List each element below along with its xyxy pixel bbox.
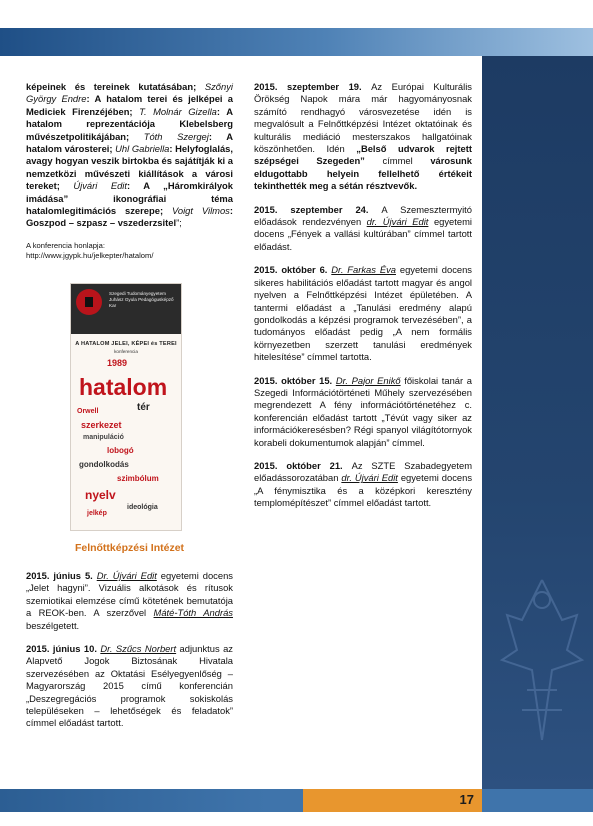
header-band xyxy=(0,28,593,56)
text-run: „Belső udvarok rejtett szépségei Szegeden” xyxy=(254,143,472,167)
text-run: egyetemi docens sikeres habilitációs előadást tartott magyar és angol nyelven a Felnőttképzési Intézet épületében. A tantermi előadást a „Tanulási eredmény alapú gondolkodás a képzési programok tervezésében”, a tudományos előadást pedig „A nem formális környezetben szerzett tanulási eredmények hitelesítése” címmel tartotta. xyxy=(254,264,472,363)
homepage-label: A konferencia honlapja: xyxy=(26,240,105,250)
text-run: ”; xyxy=(176,217,182,229)
text-run: képeinek és tereinek kutatásában; xyxy=(26,81,205,92)
text-run: adjunktus az Alapvető Jogok Biztosának Hivatala szervezésében az Oktatási Esélyegyenlőség – Magyarország 2015 című konferencián „Deszegregációs programok sokiskolás településeken – lehetőségek és feladatok” címmel előadást tartott. xyxy=(26,643,233,729)
text-run: 2015. október 6. xyxy=(254,264,332,276)
conference-poster xyxy=(70,283,182,531)
text-run: Újvári Edit xyxy=(73,180,127,192)
section-caption: Felnőttképzési Intézet xyxy=(74,542,185,554)
text-run: : xyxy=(208,130,227,142)
text-run: Dr. Farkas Éva xyxy=(331,264,396,276)
emblem-watermark-icon xyxy=(492,560,593,750)
poster-subtitle: konferencia xyxy=(114,349,138,354)
text-run: városunk eldugottabb helyein fellelhető értékeit tekinthették meg a sétán résztvevők. xyxy=(254,155,472,192)
text-run: Máté-Tóth András xyxy=(153,607,233,619)
text-run: : xyxy=(229,205,233,217)
text-run: : xyxy=(86,93,95,105)
text-run: A hatalom terei és jelképei a Mediciek Firenzéjében; xyxy=(26,93,233,117)
text-run: 2015. október 21. xyxy=(254,459,352,471)
text-run: A hatalom reprezentációja Klebelsberg művészetpolitikájában; xyxy=(26,105,233,142)
word-cloud-term: ideológia xyxy=(127,504,158,511)
footer-band xyxy=(0,789,593,812)
text-run: dr. Újvári Edit xyxy=(341,472,398,484)
text-run: főiskolai tanár a Szegedi Információtörténeti Műhely szervezésében megrendezett A fény információtörténetéhez c. konferencián előadást tartott „Tévút vagy siker az információkeresésben? Régi spanyol világítótornyok korabeli dokumentumok alapján” címmel. xyxy=(254,374,472,448)
text-run: dr. Újvári Edit xyxy=(366,216,429,228)
text-run: Az Európai Kulturális Örökség Napok mára már hagyományosnak számító rendhagyó városvezetése idén is megvalósult a Felnőttképzési Intézet oktatóinak és kulturális mediáció mesterszakos hallgatóinak köszönhetően. Idén xyxy=(254,81,472,155)
word-cloud xyxy=(77,358,175,522)
intro-paragraph xyxy=(26,81,233,230)
text-run: Helyfoglalás, avagy hogyan veszik birtokba és sajátítják ki a nemzetközi művészeti kiállítások a városi tereket; xyxy=(26,143,233,192)
word-cloud-term: szerkezet xyxy=(81,420,122,430)
text-run: 2015. szeptember 24. xyxy=(254,203,382,215)
text-run: 2015. szeptember 19. xyxy=(254,81,372,92)
text-run: egyetemi docens „A fénymisztika és a középkori keresztény templomépítészet” címmel előadást tartott. xyxy=(254,472,473,509)
left-events xyxy=(26,570,233,741)
text-run: egyetemi docens „Fények a vallási kultúrában” címmel tartott előadást. xyxy=(254,216,472,252)
left-column xyxy=(26,81,233,261)
event-paragraph xyxy=(26,570,233,632)
right-column xyxy=(254,81,472,521)
word-cloud-term: szimbólum xyxy=(117,474,159,483)
text-run: A hatalom városterei; xyxy=(26,130,233,155)
event-paragraph xyxy=(254,460,472,510)
text-run: A „Háromkirályok imádása” ikonográfiai téma hatalomlegitimációs szerepe; xyxy=(26,180,233,217)
text-run: 2015. június 5. xyxy=(26,570,97,581)
word-cloud-term: hatalom xyxy=(79,374,168,400)
text-run: 2015. június 10. xyxy=(26,643,101,655)
word-cloud-term: gondolkodás xyxy=(79,460,129,469)
word-cloud-term: manipuláció xyxy=(83,434,124,441)
text-run: Goszpod – szpasz – vszederzsitel xyxy=(26,217,177,229)
poster-organizer: Szegedi Tudományegyetem Juhász Gyula Pedagógusképző Kar xyxy=(109,291,174,308)
event-paragraph xyxy=(26,643,233,730)
word-cloud-term: nyelv xyxy=(85,488,116,502)
text-run: 2015. október 15. xyxy=(254,374,336,386)
text-run: : xyxy=(169,143,176,155)
poster-header xyxy=(71,284,181,334)
text-run: Az SZTE Szabadegyetem előadássorozatában xyxy=(254,459,473,484)
event-paragraph xyxy=(254,204,472,254)
event-paragraph xyxy=(254,81,472,193)
text-run: Dr. Szűcs Norbert xyxy=(100,643,177,655)
poster-title: A HATALOM JELEI, KÉPEI és TEREI xyxy=(75,341,177,347)
text-run: Uhl Gabriella xyxy=(115,143,170,155)
text-run: : xyxy=(216,105,227,117)
text-run: beszélgetett. xyxy=(26,619,80,631)
text-run: Voigt Vilmos xyxy=(171,205,230,217)
text-run: T. Molnár Gizella xyxy=(139,105,217,117)
homepage-url[interactable]: http://www.jgypk.hu/jelkepter/hatalom/ xyxy=(26,250,154,260)
text-run: : xyxy=(126,180,144,192)
event-paragraph xyxy=(254,264,472,363)
event-paragraph xyxy=(254,375,472,449)
word-cloud-term: Orwell xyxy=(77,408,99,415)
text-run: Dr. Pajor Enikő xyxy=(335,374,401,386)
text-run: A Szemesztermyitó előadások rendezvényen xyxy=(254,203,472,228)
text-run: Dr. Újvári Edit xyxy=(96,570,157,581)
text-run: címmel xyxy=(364,155,431,167)
word-cloud-term: tér xyxy=(137,402,150,413)
university-logo-icon xyxy=(76,289,102,315)
text-run: Tóth Szergej xyxy=(143,130,209,142)
text-run: Szőnyi György Endre xyxy=(26,81,233,105)
word-cloud-term: lobogó xyxy=(107,446,134,455)
word-cloud-term: jelkép xyxy=(87,510,107,517)
page-number: 17 xyxy=(459,792,474,807)
text-run: egyetemi docens „Jelet hagyni”. Vizuális alkotások és rítusok szemiotikai elemzése című kötetének bemutatója a REOK-ben. A szerzővel xyxy=(26,570,233,619)
word-cloud-term: 1989 xyxy=(107,358,128,368)
